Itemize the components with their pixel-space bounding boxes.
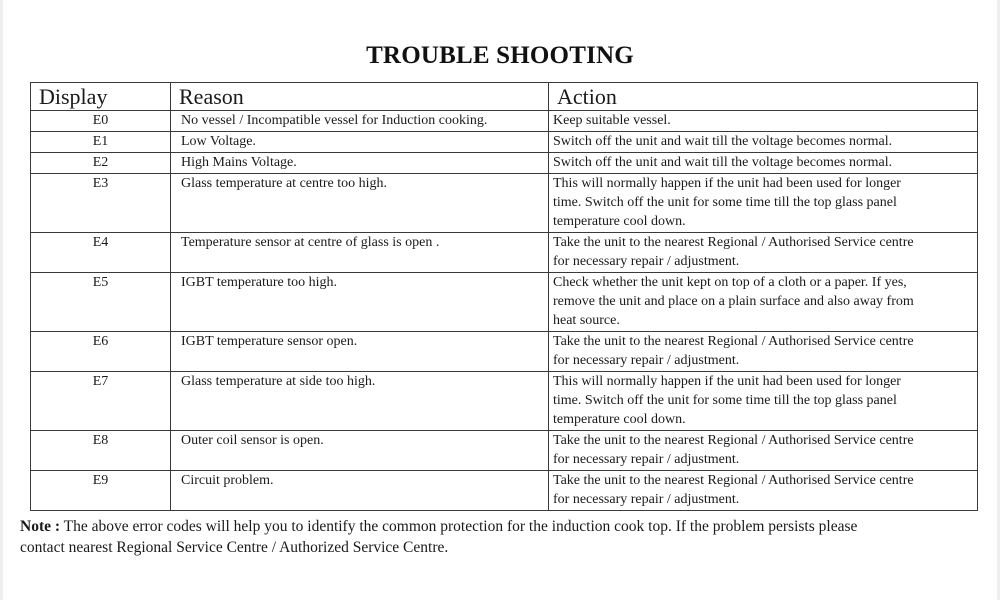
table-row [31,431,978,471]
error-action [549,332,978,372]
table-row [31,132,978,153]
error-action [549,372,978,431]
left-border [0,0,3,600]
action-line: for necessary repair / adjustment. [553,353,740,368]
error-code: E0 [31,111,171,132]
error-code: E8 [31,431,171,471]
error-code: E7 [31,372,171,431]
error-reason: Glass temperature at centre too high. [171,174,549,233]
error-action [549,111,978,132]
action-line: time. Switch off the unit for some time till the top glass panel [553,195,897,210]
error-reason: Low Voltage. [171,132,549,153]
action-line: Take the unit to the nearest Regional / Authorised Service centre [553,473,914,488]
table-row [31,111,978,132]
action-line: for necessary repair / adjustment. [553,492,740,507]
error-reason: Circuit problem. [171,471,549,511]
action-line: remove the unit and place on a plain surface and also away from [553,294,914,309]
error-action [549,273,978,332]
action-line: time. Switch off the unit for some time till the top glass panel [553,393,897,408]
table-row [31,233,978,273]
table-row [31,273,978,332]
table-row [31,153,978,174]
action-line: This will normally happen if the unit had been used for longer [553,374,901,389]
table-row [31,332,978,372]
note-paragraph [20,516,980,558]
table-header-row [31,83,978,111]
error-reason: IGBT temperature too high. [171,273,549,332]
action-line: temperature cool down. [553,214,686,229]
error-reason: Temperature sensor at centre of glass is open . [171,233,549,273]
note-text-line1: The above error codes will help you to identify the common protection for the induction cook top. If the problem persists please [63,518,858,535]
error-code: E9 [31,471,171,511]
note-label: Note : [20,518,61,535]
error-action [549,471,978,511]
action-line: Switch off the unit and wait till the voltage becomes normal. [553,134,893,149]
table-row [31,372,978,431]
error-reason: IGBT temperature sensor open. [171,332,549,372]
action-line: Take the unit to the nearest Regional / Authorised Service centre [553,235,914,250]
error-reason: Glass temperature at side too high. [171,372,549,431]
page-title: TROUBLE SHOOTING [366,42,634,69]
action-line: Switch off the unit and wait till the voltage becomes normal. [553,155,893,170]
action-line: This will normally happen if the unit had been used for longer [553,176,901,191]
action-line: temperature cool down. [553,412,686,427]
error-reason: No vessel / Incompatible vessel for Induction cooking. [171,111,549,132]
table-row [31,174,978,233]
action-line: Take the unit to the nearest Regional / Authorised Service centre [553,334,914,349]
error-code: E2 [31,153,171,174]
action-line: Keep suitable vessel. [553,113,671,128]
action-line: Check whether the unit kept on top of a cloth or a paper. If yes, [553,275,907,290]
error-reason: High Mains Voltage. [171,153,549,174]
error-code: E3 [31,174,171,233]
error-action [549,174,978,233]
error-action [549,233,978,273]
error-reason: Outer coil sensor is open. [171,431,549,471]
error-code: E4 [31,233,171,273]
error-action [549,132,978,153]
error-code: E6 [31,332,171,372]
action-line: for necessary repair / adjustment. [553,254,740,269]
error-action [549,431,978,471]
error-action [549,153,978,174]
action-line: for necessary repair / adjustment. [553,452,740,467]
column-header-action: Action [549,83,978,111]
error-code: E5 [31,273,171,332]
troubleshooting-table [30,82,978,511]
error-code: E1 [31,132,171,153]
column-header-reason: Reason [171,83,549,111]
action-line: heat source. [553,313,620,328]
table-row [31,471,978,511]
column-header-display: Display [31,83,171,111]
note-text-line2: contact nearest Regional Service Centre / Authorized Service Centre. [20,539,449,556]
action-line: Take the unit to the nearest Regional / Authorised Service centre [553,433,914,448]
